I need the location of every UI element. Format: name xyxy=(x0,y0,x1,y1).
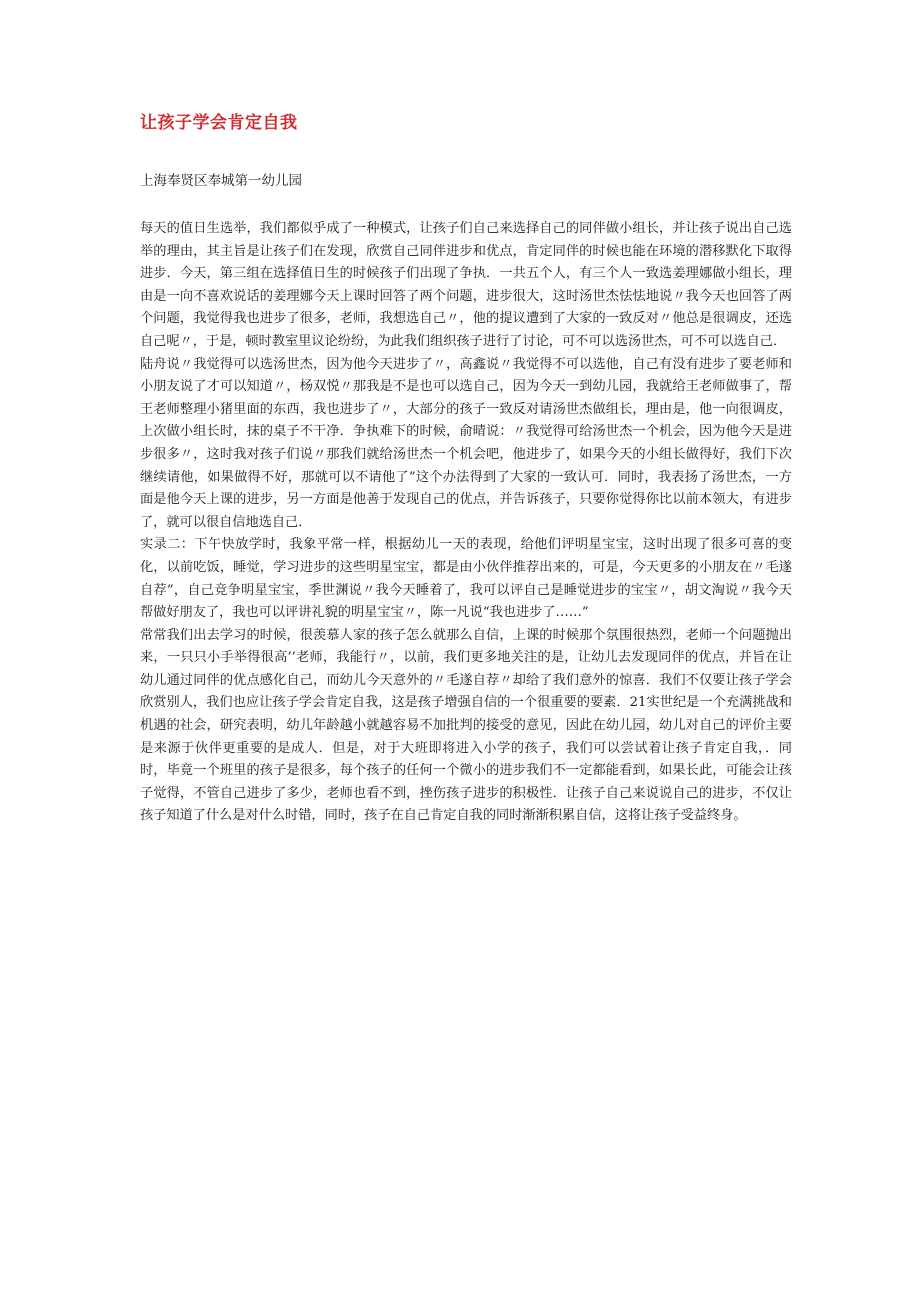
paragraph: 每天的值日生选举，我们都似乎成了一种模式，让孩子们自己来选择自己的同伴做小组长，并让孩子说出自己选举的理由，其主旨是让孩子们在发现，欣赏自己同伴进步和优点，肯定同伴的时候也能在环境的潜移默化下取得进步．今天，第三组在选择值日生的时候孩子们出现了争执．一共五个人，有三个人一致选姜理娜做小组长，理由是一向不喜欢说话的姜理娜今天上课时回答了两个问题，进步很大，这时汤世杰怯怯地说〃我今天也回答了两个问题，我觉得我也进步了很多，老师，我想选自己〃，他的提议遭到了大家的一致反对〃他总是很调皮，还选自己呢〃，于是，顿时教室里议论纷纷，为此我们组织孩子进行了讨论，可不可以选汤世杰，可不可以选自己． xyxy=(140,221,792,349)
document-title: 让孩子学会肯定自我 xyxy=(140,113,298,133)
paragraph: 实录二：下午快放学时，我象平常一样，根据幼儿一天的表现，给他们评明星宝宝，这时出现了很多可喜的变化，以前吃饭，睡觉，学习进步的这些明星宝宝，都是由小伙伴推荐出来的，可是，今天更多的小朋友在〃毛遂自荐”，自己竞争明星宝宝，季世渊说〃我今天睡着了，我可以评自己是睡觉进步的宝宝〃，胡文淘说〃我今天帮做好朋友了，我也可以评讲礼貌的明星宝宝〃，陈一凡说“我也进步了……” xyxy=(140,537,792,621)
paragraph: 陆舟说〃我觉得可以选汤世杰，因为他今天进步了〃，高鑫说〃我觉得不可以选他，自己有没有进步了要老师和小朋友说了才可以知道〃，杨双悦〃那我是不是也可以选自己，因为今天一到幼儿园，我就给王老师做事了，帮王老师整理小猪里面的东西，我也进步了〃，大部分的孩子一致反对请汤世杰做组长，理由是，他一向很调皮，上次做小组长时，抹的桌子不干净．争执难下的时候，俞晴说：〃我觉得可给汤世杰一个机会，因为他今天是进步很多〃，这时我对孩子们说〃那我们就给汤世杰一个机会吧，他进步了，如果今天的小组长做得好，我们下次继续请他，如果做得不好，那就可以不请他了”这个办法得到了大家的一致认可．同时，我表扬了汤世杰，一方面是他今天上课的进步，另一方面是他善于发现自己的优点，并告诉孩子，只要你觉得你比以前本领大，有进步了，就可以很自信地选自己． xyxy=(140,356,792,530)
document-author: 上海奉贤区奉城第一幼儿园 xyxy=(140,173,302,189)
paragraph: 常常我们出去学习的时候，很羡慕人家的孩子怎么就那么自信，上课的时候那个氛围很热烈，老师一个问题抛出来，一只只小手举得很高’’老师，我能行〃，以前，我们更多地关注的是，让幼儿去发现同伴的优点，并旨在让幼儿通过同伴的优点感化自己，而幼儿今天意外的〃毛遂自荐〃却给了我们意外的惊喜．我们不仅要让孩子学会欣赏别人，我们也应让孩子学会肯定自我，这是孩子增强自信的一个很重要的要素．21实世纪是一个充满挑战和机遇的社会，研究表明，幼儿年龄越小就越容易不加批判的接受的意见，因此在幼儿园，幼儿对自己的评价主要是来源于伙伴更重要的是成人．但是，对于大班即将进入小学的孩子，我们可以尝试着让孩子肯定自我，．同时，毕竟一个班里的孩子是很多，每个孩子的任何一个微小的进步我们不一定都能看到，如果长此，可能会让孩子觉得，不管自己进步了多少，老师也看不到，挫伤孩子进步的积极性．让孩子自己来说说自己的进步，不仅让孩子知道了什么是对什么时错，同时，孩子在自己肯定自我的同时渐渐积累自信，这将让孩子受益终身。 xyxy=(140,627,792,824)
document-page xyxy=(140,110,792,828)
